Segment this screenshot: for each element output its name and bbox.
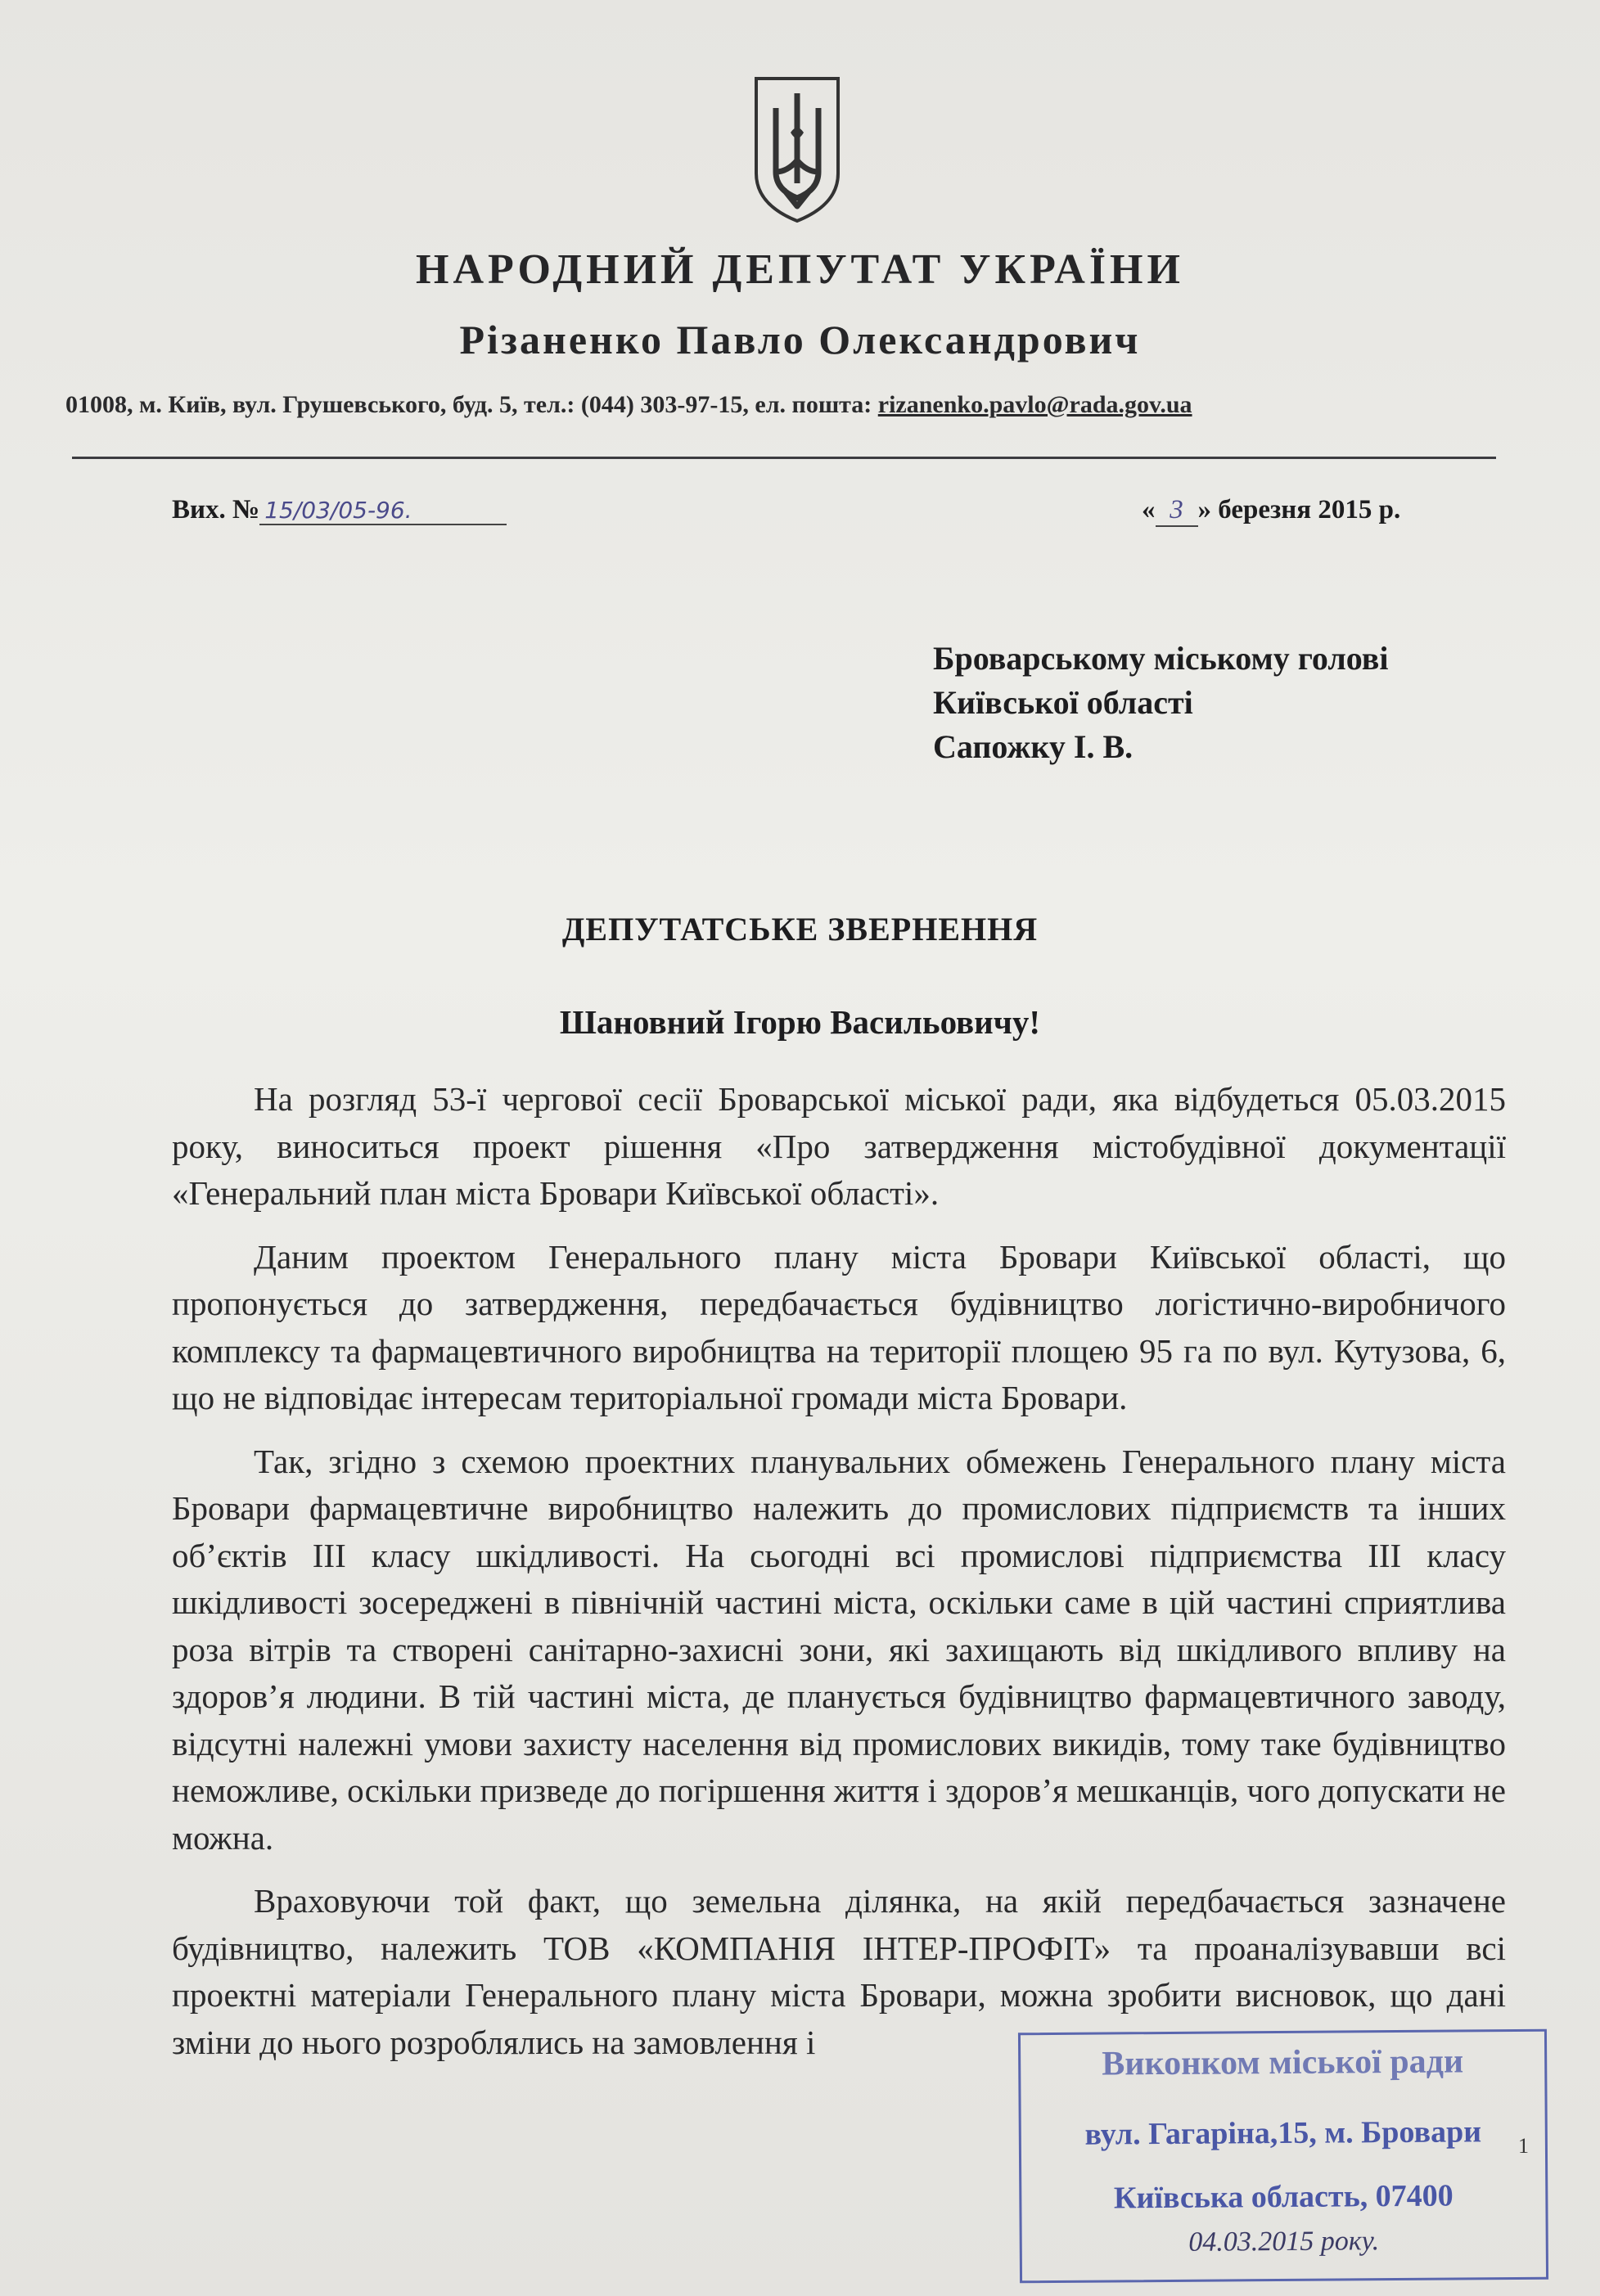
- body-paragraph: На розгляд 53-ї чергової сесії Броварської міської ради, яка відбудеться 05.03.2015 року, виноситься проект рішення «Про затвердження містобудівної документації «Генеральний план міста Бровари Київської області».: [172, 1080, 1506, 1212]
- letterhead-address: [65, 391, 1539, 419]
- page-number: 1: [1518, 2134, 1529, 2158]
- date-quote-open: «: [1142, 495, 1156, 524]
- letterhead-name: Різаненко Павло Олександрович: [459, 317, 1141, 362]
- email-link[interactable]: rizanenko.pavlo@rada.gov.ua: [877, 391, 1192, 418]
- address-text: 01008, м. Київ, вул. Грушевського, буд. 5, тел.: (044) 303-97-15, ел. пошта:: [65, 391, 878, 418]
- outgoing-number-label: Вих. №: [172, 495, 260, 524]
- addressee-line: Броварському міському голові: [933, 640, 1389, 677]
- outgoing-number-value: 15/03/05-96.: [259, 497, 507, 525]
- stamp-line: Виконком міської ради: [1102, 2042, 1464, 2083]
- document-heading: ДЕПУТАТСЬКЕ ЗВЕРНЕННЯ: [561, 911, 1039, 948]
- date-month-year: » березня 2015 р.: [1197, 495, 1401, 524]
- addressee-block: [933, 637, 1389, 769]
- letterhead-title: НАРОДНИЙ ДЕПУТАТ УКРАЇНИ: [416, 246, 1184, 293]
- stamp-handwritten-date: 04.03.2015 року.: [1188, 2226, 1380, 2258]
- addressee-line: Сапожку І. В.: [933, 728, 1134, 765]
- body-paragraph: Враховуючи той факт, що земельна ділянка, на якій передбачається зазначене будівництво, належить ТОВ «КОМПАНІЯ ІНТЕР-ПРОФІТ» та проаналізувавши всі проектні матеріали Генерального плану міста Бровари, можна зробити висновок, що дані зміни до нього розроблялись на замовлення і: [172, 1882, 1506, 2061]
- stamp-line: Київська область, 07400: [1113, 2178, 1454, 2216]
- trident-coat-of-arms-icon: [751, 75, 843, 224]
- addressee-line: Київської області: [933, 684, 1193, 721]
- body-paragraph: Так, згідно з схемою проектних планувальних обмежень Генерального плану міста Бровари фармацевтичне виробництво належить до промислових підприємств та інших об’єктів III класу шкідливості. На сьогодні всі промислові підприємства III класу шкідливості зосереджені в північній частині міста, оскільки саме в цій частині сприятлива роза вітрів та створені санітарно-захисні зони, які захищають від шкідливого впливу на здоров’я людини. В тій частині міста, де планується будівництво фармацевтичного заводу, відсутні належні умови захисту населення від промислових викидів, тому таке будівництво неможливе, оскільки призведе до погіршення життя і здоров’я мешканців, чого допускати не можна.: [172, 1442, 1506, 1857]
- date-day: 3: [1156, 495, 1198, 527]
- letter-body: [172, 1076, 1506, 2082]
- letter-date: [1142, 495, 1400, 527]
- outgoing-number: [172, 495, 507, 525]
- stamp-line: вул. Гагаріна,15, м. Бровари: [1084, 2114, 1482, 2152]
- letterhead-divider: [72, 457, 1496, 459]
- registration-stamp: [1018, 2029, 1548, 2284]
- salutation: Шановний Ігорю Васильовичу!: [559, 1003, 1041, 1041]
- body-paragraph: Даним проектом Генерального плану міста Бровари Київської області, що пропонується до затвердження, передбачається будівництво логістично-виробничого комплексу та фармацевтичного виробництва на території площею 95 га по вул. Кутузова, 6, що не відповідає інтересам територіальної громади міста Бровари.: [172, 1237, 1506, 1416]
